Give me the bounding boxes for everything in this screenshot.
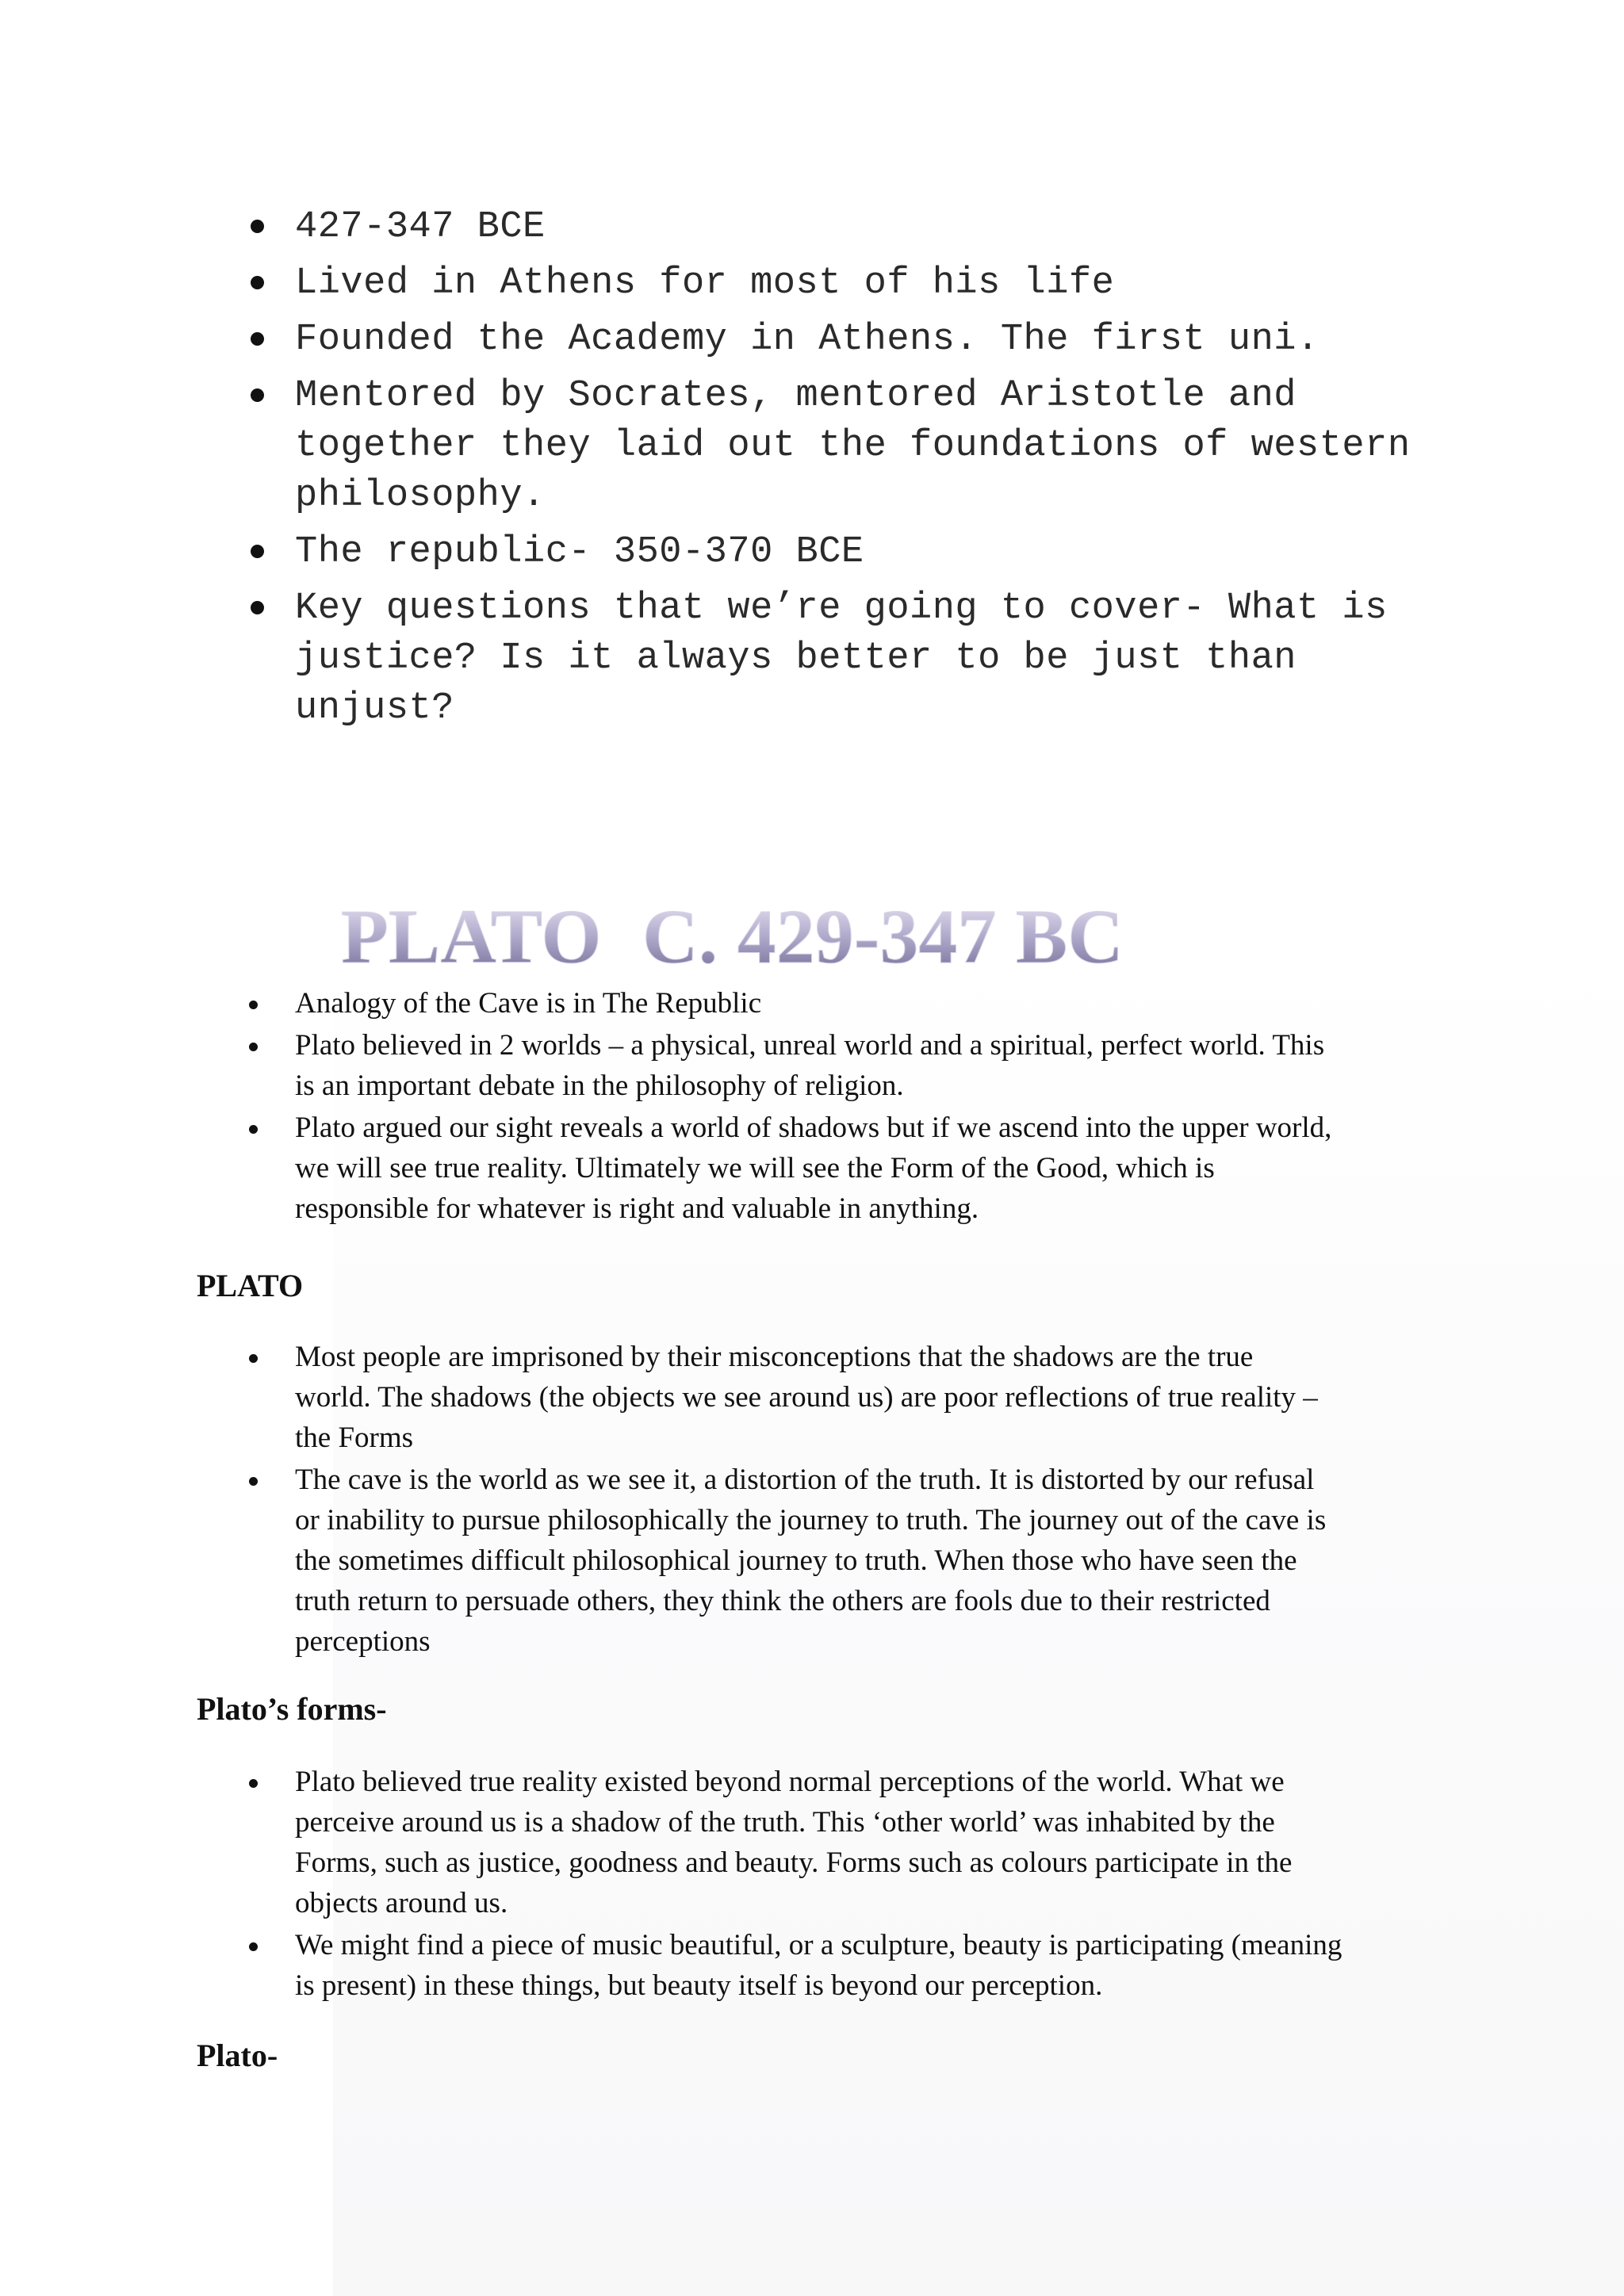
bullet-icon (249, 1354, 258, 1363)
bullet-icon (249, 1477, 258, 1486)
list-item (238, 584, 1475, 733)
list-item-line: The cave is the world as we see it, a distortion of the truth. It is distorted by our refusal (295, 1464, 1315, 1496)
bullet-icon (249, 1779, 258, 1788)
list-item-line: Most people are imprisoned by their misconceptions that the shadows are the true (295, 1341, 1254, 1373)
list-item-line: together they laid out the foundations of western (295, 425, 1411, 467)
list-item-line: philosophy. (295, 475, 546, 517)
list-item-line: objects around us. (295, 1887, 508, 1919)
list-item (238, 527, 1475, 577)
list-item-line: responsible for whatever is right and valuable in anything. (295, 1192, 979, 1225)
list-item-line: justice? Is it always better to be just than (295, 637, 1297, 679)
bullet-icon (249, 1942, 258, 1951)
plato-bullet-list (238, 1337, 1443, 1663)
list-item-line: is an important debate in the philosophy of religion. (295, 1070, 904, 1102)
forms-bullet-list (238, 1762, 1443, 2007)
plato-title-banner (341, 890, 1182, 977)
list-item-line: world. The shadows (the objects we see around us) are poor reflections of true reality – (295, 1381, 1318, 1414)
list-item-line: Plato believed true reality existed beyond normal perceptions of the world. What we (295, 1766, 1285, 1798)
list-item-line: Lived in Athens for most of his life (295, 262, 1115, 304)
list-item (238, 1460, 1443, 1662)
list-item-line: Analogy of the Cave is in The Republic (295, 987, 762, 1020)
list-item (238, 1925, 1443, 2006)
bullet-icon (249, 1043, 258, 1051)
list-item-line: the sometimes difficult philosophical journey to truth. When those who have seen the (295, 1544, 1297, 1577)
list-item (238, 1025, 1443, 1106)
list-item-line: truth return to persuade others, they think the others are fools due to their restricted (295, 1585, 1270, 1617)
list-item-line: Mentored by Socrates, mentored Aristotle and (295, 375, 1297, 417)
banner-title: PLATO (341, 894, 602, 977)
list-item-line: is present) in these things, but beauty itself is beyond our perception. (295, 1969, 1103, 2002)
list-item-line: we will see true reality. Ultimately we will see the Form of the Good, which is (295, 1152, 1215, 1184)
list-item (238, 258, 1475, 308)
list-item-line: Plato believed in 2 worlds – a physical, unreal world and a spiritual, perfect world. This (295, 1029, 1325, 1062)
intro-bullet-list (238, 202, 1475, 740)
list-item (238, 983, 1443, 1024)
list-item-line: perceive around us is a shadow of the truth. This ‘other world’ was inhabited by the (295, 1806, 1275, 1839)
bullet-icon (249, 1125, 258, 1134)
list-item (238, 1108, 1443, 1229)
heading-plato: PLATO (197, 1268, 304, 1303)
list-item-line: We might find a piece of music beautiful, or a sculpture, beauty is participating (meaning (295, 1929, 1342, 1961)
bullet-icon (251, 388, 264, 402)
bullet-icon (251, 276, 264, 289)
list-item-line: or inability to pursue philosophically the journey to truth. The journey out of the cave is (295, 1504, 1327, 1536)
bullet-icon (251, 601, 264, 614)
bullet-icon (251, 545, 264, 558)
list-item-line: Plato argued our sight reveals a world of shadows but if we ascend into the upper world, (295, 1112, 1332, 1144)
cave-bullet-list (238, 983, 1443, 1230)
list-item-line: Forms, such as justice, goodness and beauty. Forms such as colours participate in the (295, 1846, 1293, 1879)
list-item (238, 202, 1475, 252)
list-item-line: unjust? (295, 687, 454, 729)
list-item (238, 315, 1475, 365)
bullet-icon (251, 332, 264, 346)
list-item (238, 1337, 1443, 1458)
list-item-line: the Forms (295, 1422, 414, 1454)
list-item-line: Founded the Academy in Athens. The first uni. (295, 319, 1320, 361)
list-item-line: The republic- 350-370 BCE (295, 531, 864, 573)
banner-dates: C. 429-347 BC (642, 894, 1124, 977)
list-item (238, 1762, 1443, 1923)
bullet-icon (249, 1001, 258, 1009)
bullet-icon (251, 220, 264, 233)
list-item-line: 427-347 BCE (295, 206, 546, 248)
list-item-line: Key questions that we’re going to cover- What is (295, 587, 1388, 629)
list-item (238, 371, 1475, 521)
list-item-line: perceptions (295, 1625, 431, 1658)
heading-platos-forms: Plato’s forms- (197, 1691, 387, 1727)
heading-plato-dash: Plato- (197, 2038, 278, 2073)
